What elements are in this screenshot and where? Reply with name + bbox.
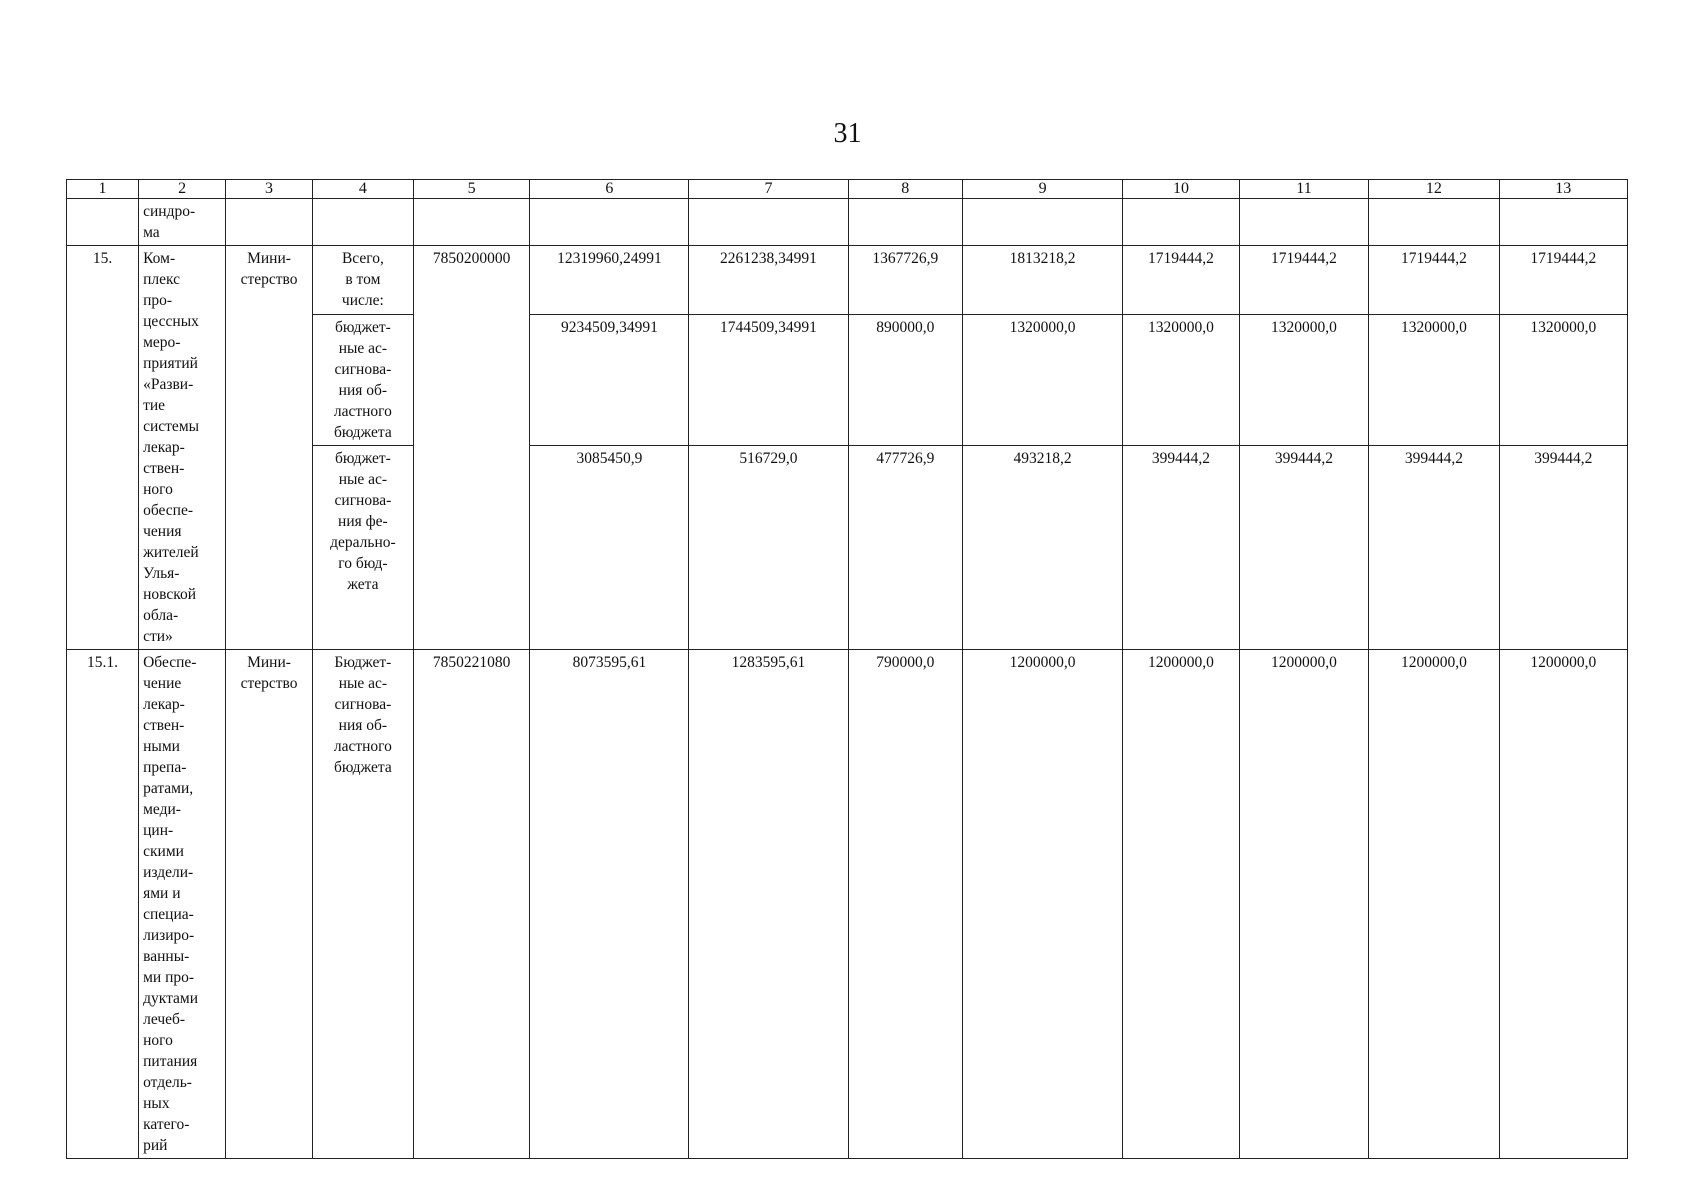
header-cell: 13: [1499, 180, 1627, 199]
header-cell: 3: [226, 180, 313, 199]
row-name: Ком- плекс про- цессных меро- приятий «Разви- тие системы лекар- ствен- ного обеспе- чения жителей Улья- новской обла- сти»: [139, 246, 226, 650]
value-cell: 1367726,9: [848, 246, 963, 315]
value-cell: 1719444,2: [1499, 246, 1627, 315]
value-cell: 1320000,0: [1123, 314, 1240, 446]
value-cell: 399444,2: [1499, 446, 1627, 650]
table-row-item-15-total: [67, 246, 1628, 315]
value-cell: 1744509,34991: [689, 314, 848, 446]
header-cell: 9: [963, 180, 1123, 199]
continuation-name: синдро- ма: [139, 199, 226, 246]
value-cell: 1719444,2: [1369, 246, 1499, 315]
value-cell: 790000,0: [848, 650, 963, 1159]
value-cell: 1320000,0: [1499, 314, 1627, 446]
budget-code: 7850200000: [413, 246, 530, 650]
value-cell: 1719444,2: [1239, 246, 1368, 315]
header-cell: 8: [848, 180, 963, 199]
header-cell: 2: [139, 180, 226, 199]
header-row: [67, 180, 1628, 199]
value-cell: 890000,0: [848, 314, 963, 446]
row-executor: Мини- стерство: [226, 650, 313, 1159]
header-cell: 5: [413, 180, 530, 199]
value-cell: 2261238,34991: [689, 246, 848, 315]
funding-source: бюджет- ные ас- сигнова- ния фе- дерально- го бюд- жета: [313, 446, 414, 650]
row-executor: Мини- стерство: [226, 246, 313, 650]
table-row-item-15-1: [67, 650, 1628, 1159]
value-cell: 399444,2: [1369, 446, 1499, 650]
value-cell: 9234509,34991: [530, 314, 689, 446]
header-cell: 10: [1123, 180, 1240, 199]
page-number: 31: [833, 118, 862, 149]
value-cell: 1200000,0: [1239, 650, 1368, 1159]
value-cell: 1200000,0: [963, 650, 1123, 1159]
value-cell: 399444,2: [1123, 446, 1240, 650]
row-name: Обеспе- чение лекар- ствен- ными препа- ратами, меди- цин- скими издели- ями и специа- лизиро- ванны- ми про- дуктами лечеб- ного питания отдель- ных катего- рий: [139, 650, 226, 1159]
value-cell: 1200000,0: [1369, 650, 1499, 1159]
value-cell: 1719444,2: [1123, 246, 1240, 315]
table-row-continuation: [67, 199, 1628, 246]
value-cell: 1200000,0: [1499, 650, 1627, 1159]
row-index: 15.: [67, 246, 139, 650]
header-cell: 12: [1369, 180, 1499, 199]
header-cell: 4: [313, 180, 414, 199]
value-cell: 477726,9: [848, 446, 963, 650]
value-cell: 1283595,61: [689, 650, 848, 1159]
value-cell: 1320000,0: [963, 314, 1123, 446]
value-cell: 1813218,2: [963, 246, 1123, 315]
budget-code: 7850221080: [413, 650, 530, 1159]
value-cell: 399444,2: [1239, 446, 1368, 650]
value-cell: 1200000,0: [1123, 650, 1240, 1159]
value-cell: 8073595,61: [530, 650, 689, 1159]
value-cell: 1320000,0: [1239, 314, 1368, 446]
value-cell: 1320000,0: [1369, 314, 1499, 446]
funding-source: бюджет- ные ас- сигнова- ния об- ластного бюджета: [313, 314, 414, 446]
header-cell: 7: [689, 180, 848, 199]
header-cell: 1: [67, 180, 139, 199]
header-cell: 6: [530, 180, 689, 199]
funding-source: Бюджет- ные ас- сигнова- ния об- ластного бюджета: [313, 650, 414, 1159]
value-cell: 3085450,9: [530, 446, 689, 650]
value-cell: 493218,2: [963, 446, 1123, 650]
funding-source: Всего, в том числе:: [313, 246, 414, 315]
header-cell: 11: [1239, 180, 1368, 199]
budget-table: [66, 179, 1628, 1159]
value-cell: 516729,0: [689, 446, 848, 650]
row-index: 15.1.: [67, 650, 139, 1159]
value-cell: 12319960,24991: [530, 246, 689, 315]
